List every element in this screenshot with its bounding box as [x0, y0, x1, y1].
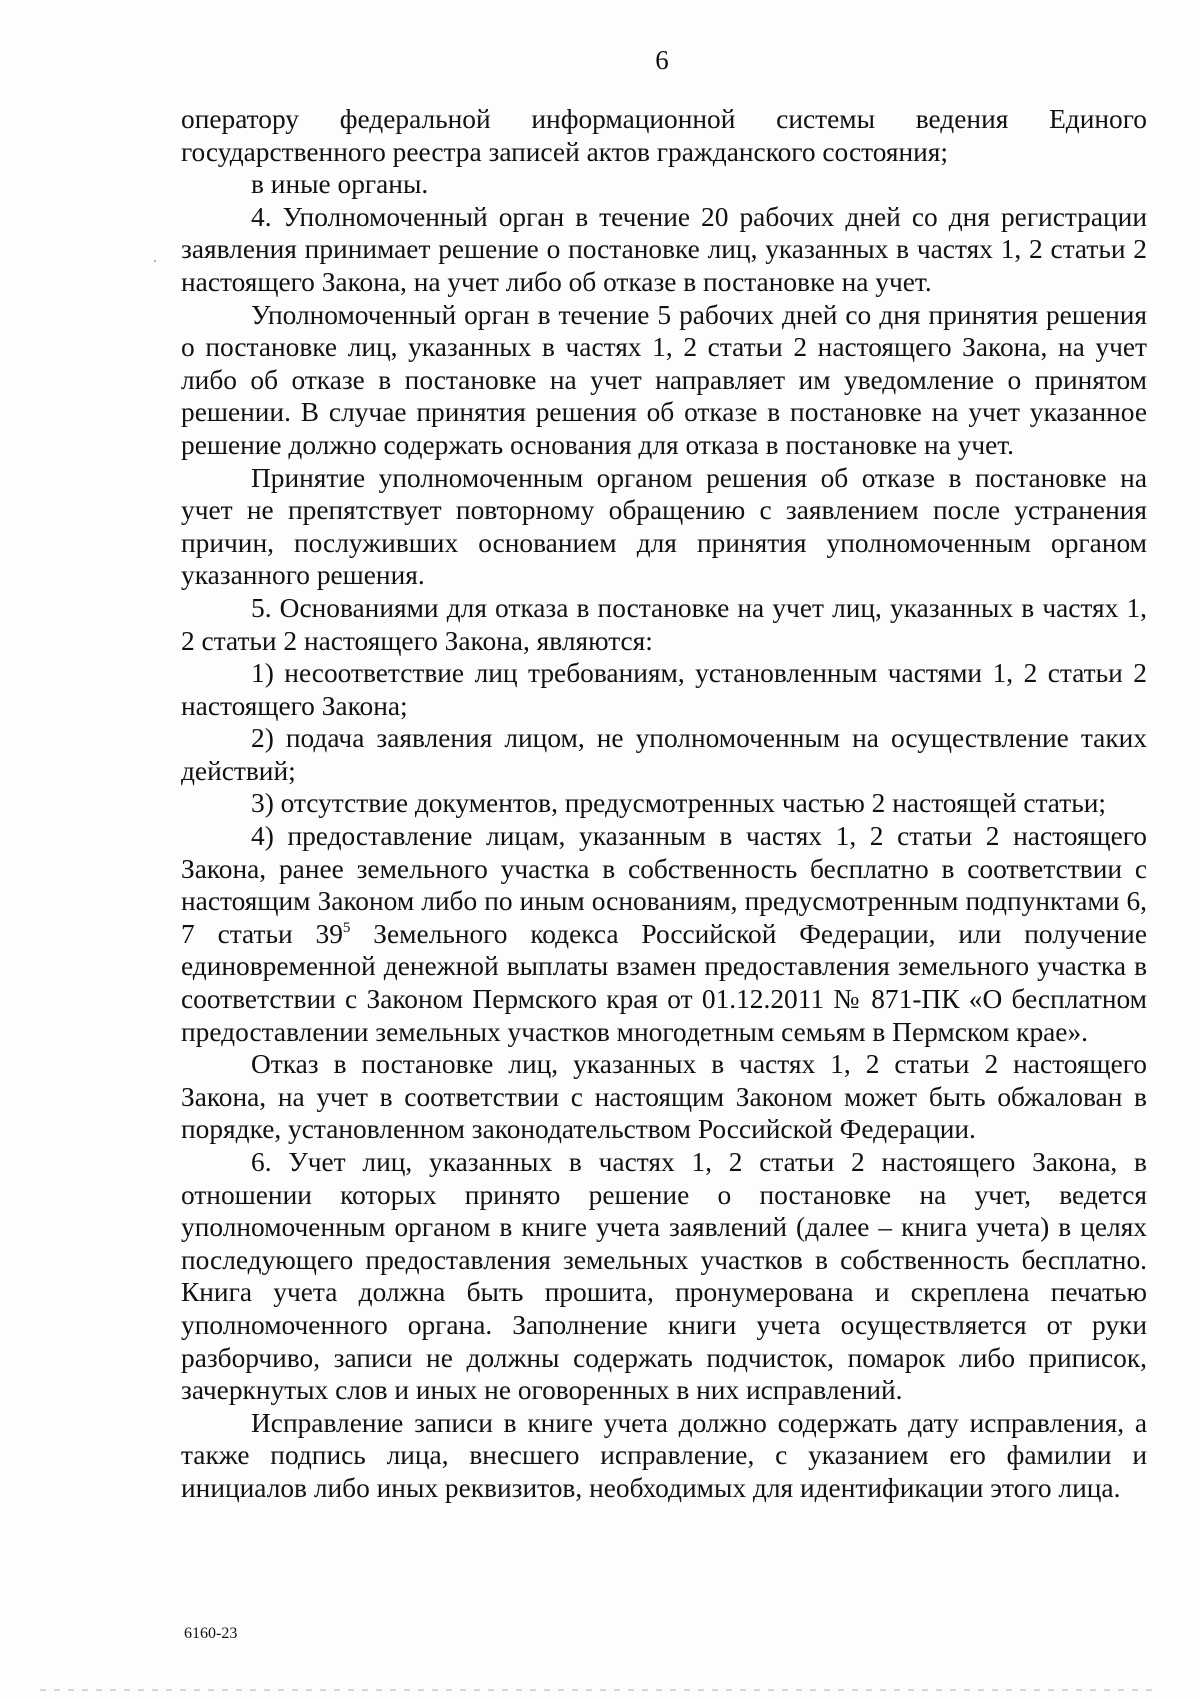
paragraph: Исправление записи в книге учета должно содержать дату исправления, а также подпись лица, внесшего исправление, с указанием его фамилии и инициалов либо иных реквизитов, необходимых для идентификации этого лица. — [181, 1407, 1147, 1503]
list-item: 3) отсутствие документов, предусмотренных частью 2 настоящей статьи; — [251, 788, 1106, 819]
paragraph: Принятие уполномоченным органом решения об отказе в постановке на учет не препятствует повторному обращению с заявлением после устранения причин, послуживших основанием для принятия уполномоченным органом указанного решения. — [181, 462, 1147, 591]
page-number: 6 — [655, 45, 669, 75]
list-item-text-before: 4) предоставление лицам, указанным в частях 1, 2 статьи 2 настоящего Закона, ранее земельного участка в собственность бесплатно в соответствии с настоящим Законом либо по иным основаниям, предусмотренным подпунктами 6, 7 статьи 39 — [181, 821, 1147, 949]
scan-speck — [154, 260, 156, 262]
superscript: 5 — [342, 919, 351, 936]
paragraph: 4. Уполномоченный орган в течение 20 рабочих дней со дня регистрации заявления принимает решение о постановке лиц, указанных в частях 1, 2 статьи 2 настоящего Закона, на учет либо об отказе в постановке на учет. — [181, 201, 1147, 297]
document-code: 6160-23 — [184, 1625, 238, 1642]
paragraph: оператору федеральной информационной системы ведения Единого государственного реестра записей актов гражданского состояния; — [181, 104, 1147, 167]
paragraph: 5. Основаниями для отказа в постановке на учет лиц, указанных в частях 1, 2 статьи 2 настоящего Закона, являются: — [181, 592, 1147, 656]
paragraph: в иные органы. — [251, 169, 429, 200]
list-item: 1) несоответствие лиц требованиям, установленным частями 1, 2 статьи 2 настоящего Закона; — [181, 658, 1147, 721]
paragraph: 6. Учет лиц, указанных в частях 1, 2 статьи 2 настоящего Закона, в отношении которых принято решение о постановке на учет, ведется уполномоченным органом в книге учета заявлений (далее – книга учета) в целях последующего предоставления земельных участков в собственность бесплатно. Книга учета должна быть прошита, пронумерована и скреплена печатью уполномоченного органа. Заполнение книги учета осуществляется от руки разборчиво, записи не должны содержать подчисток, помарок либо приписок, зачеркнутых слов и иных не оговоренных в них исправлений. — [181, 1147, 1147, 1406]
list-item: 2) подача заявления лицом, не уполномоченным на осуществление таких действий; — [181, 723, 1147, 786]
list-item — [181, 820, 1147, 1048]
paragraph: Отказ в постановке лиц, указанных в частях 1, 2 статьи 2 настоящего Закона, на учет в соответствии с настоящим Законом может быть обжалован в порядке, установленном законодательством Российской Федерации. — [181, 1049, 1147, 1145]
list-item-text-after: Земельного кодекса Российской Федерации, или получение единовременной денежной выплаты взамен предоставления земельного участка в соответствии с Законом Пермского края от 01.12.2011 № 871-ПК «О бесплатном предоставлении земельных участков многодетным семьям в Пермском крае». — [181, 918, 1147, 1047]
scan-edge-artifact — [40, 1689, 1160, 1691]
paragraph: Уполномоченный орган в течение 5 рабочих дней со дня принятия решения о постановке лиц, указанных в частях 1, 2 статьи 2 настоящего Закона, на учет либо об отказе в постановке на учет направляет им уведомление о принятом решении. В случае принятия решения об отказе в постановке на учет указанное решение должно содержать основания для отказа в постановке на учет. — [181, 299, 1147, 460]
document-body — [181, 103, 1147, 1505]
